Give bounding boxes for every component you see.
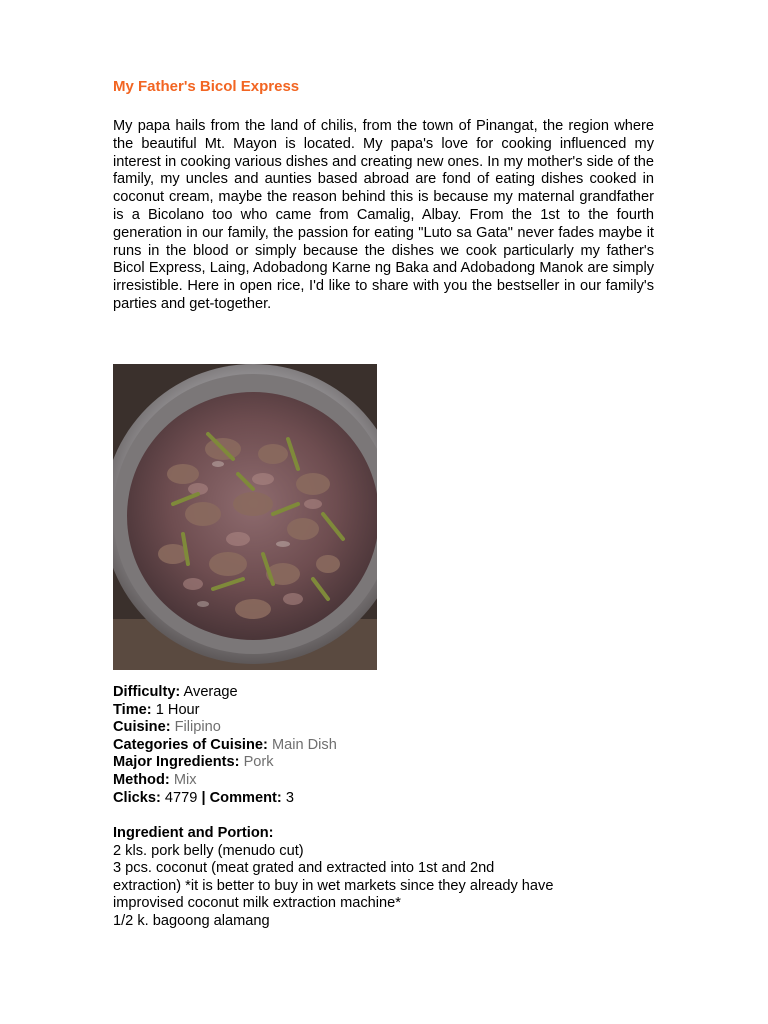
recipe-details [113,684,337,807]
cuisine-link[interactable]: Filipino [174,719,221,736]
major-ingredients-label: Major Ingredients: [113,754,240,771]
ingredients-heading: Ingredient and Portion: [113,825,274,841]
time-label: Time: [113,701,152,718]
difficulty-row [113,684,337,702]
difficulty-label: Difficulty: [113,684,181,700]
major-ingredients-row [113,754,337,772]
ingredient-line: improvised coconut milk extraction machine* [113,895,401,912]
cuisine-label: Cuisine: [113,719,171,736]
ingredients-section [113,825,673,931]
separator: | [201,789,206,806]
clicks-value: 4779 [164,789,198,806]
ingredient-line: 1/2 k. bagoong alamang [113,912,270,929]
comment-value: 3 [285,789,294,806]
categories-row [113,737,337,755]
intro-paragraph: My papa hails from the land of chilis, from the town of Pinangat, the region where the beautiful Mt. Mayon is located. My papa's love for cooking influenced my interest in cooking various dishes and creating new ones. In my mother's side of the family, my uncles and aunties based abroad are fond of eating dishes cooked in coconut cream, maybe the reason behind this is because my maternal grandfather is a Bicolano too who came from Camalig, Albay. From the 1st to the fourth generation in our family, the passion for eating "Luto sa Gata" never fades maybe it runs in the blood or simply because the dishes we cook particularly my father's Bicol Express, Laing, Adobadong Karne ng Baka and Adobadong Manok are simply irresistible. Here in open rice, I'd like to share with you the bestseller in our family's parties and get-together. [113,118,654,312]
ingredient-line: extraction) *it is better to buy in wet markets since they already have [113,877,554,894]
major-ingredients-link[interactable]: Pork [243,754,274,771]
comment-label: Comment: [209,789,282,806]
bicol-express-image [113,364,377,670]
time-value: 1 Hour [155,701,200,718]
method-label: Method: [113,771,170,788]
cuisine-row [113,719,337,737]
clicks-label: Clicks: [113,789,161,806]
difficulty-value: Average [183,684,238,700]
categories-link[interactable]: Main Dish [271,736,337,753]
time-row [113,702,337,720]
ingredient-line: 3 pcs. coconut (meat grated and extracted into 1st and 2nd [113,860,495,877]
recipe-title: My Father's Bicol Express [113,78,300,95]
clicks-row [113,790,337,808]
method-row [113,772,337,790]
method-link[interactable]: Mix [173,771,197,788]
categories-label: Categories of Cuisine: [113,736,268,753]
dish-photo [113,364,377,670]
ingredient-line: 2 kls. pork belly (menudo cut) [113,842,304,859]
